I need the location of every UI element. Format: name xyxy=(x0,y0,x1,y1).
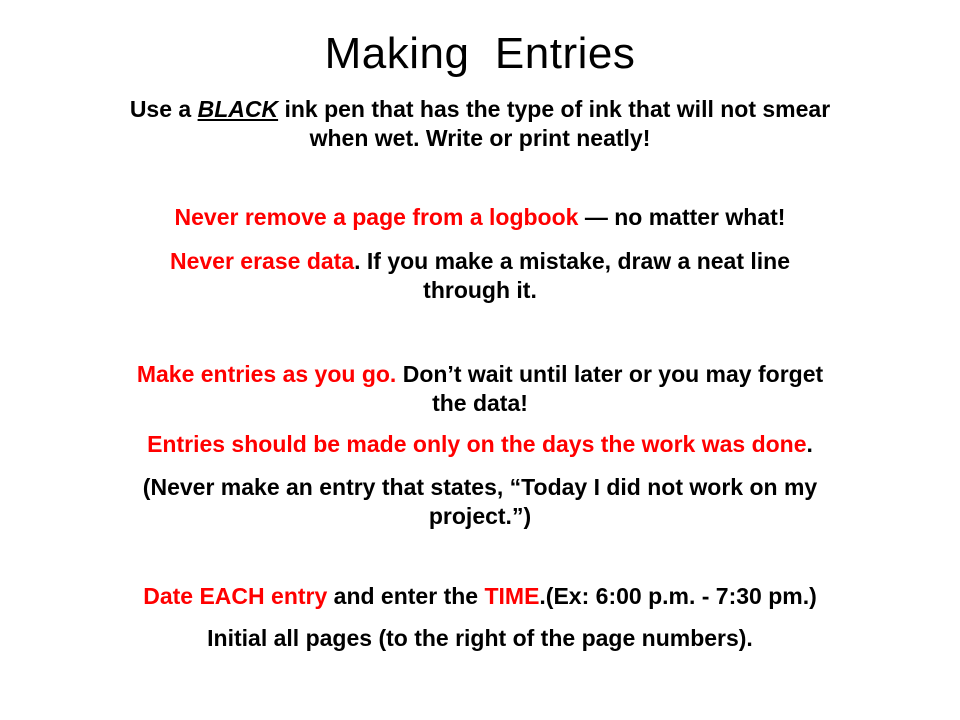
rule-never-erase-line-2: through it. xyxy=(423,277,537,303)
highlight-text: TIME xyxy=(484,583,540,609)
text-segment: Don’t wait until later or you may forget xyxy=(396,361,824,387)
rule-date-time xyxy=(20,582,940,611)
rule-initial-pages: Initial all pages (to the right of the page numbers). xyxy=(207,625,753,651)
instruction-pen-line-1 xyxy=(20,95,940,124)
highlight-text: Date EACH entry xyxy=(143,583,328,609)
rule-never-erase-line-1 xyxy=(20,247,940,276)
highlight-text: Entries should be made only on the days the work was done xyxy=(147,431,807,457)
rule-never-remove-page xyxy=(20,203,940,232)
instruction-pen-line-2: when wet. Write or print neatly! xyxy=(309,125,651,151)
rule-make-entries-line-1 xyxy=(20,360,940,389)
rule-entries-days xyxy=(20,430,940,459)
rule-make-entries-line-2: the data! xyxy=(432,390,528,416)
highlight-text: Make entries as you go. xyxy=(136,361,397,387)
rule-never-entry-line-1: (Never make an entry that states, “Today I did not work on my xyxy=(142,474,818,500)
text-segment: — no matter what! xyxy=(578,204,786,230)
text-segment: and enter the xyxy=(327,583,485,609)
text-segment: ink pen that has the type of ink that will not smear xyxy=(278,96,831,122)
highlight-text: Never remove a page from a logbook xyxy=(174,204,579,230)
rule-never-entry-line-2: project.”) xyxy=(428,503,532,529)
highlight-text: Never erase data xyxy=(169,248,355,274)
text-segment: . If you make a mistake, draw a neat line xyxy=(354,248,791,274)
text-segment: .(Ex: 6:00 p.m. - 7:30 pm.) xyxy=(539,583,817,609)
black-emphasis: BLACK xyxy=(197,96,279,122)
slide-title: Making Entries xyxy=(324,29,636,78)
text-segment: Use a xyxy=(129,96,198,122)
text-segment: . xyxy=(806,431,813,457)
